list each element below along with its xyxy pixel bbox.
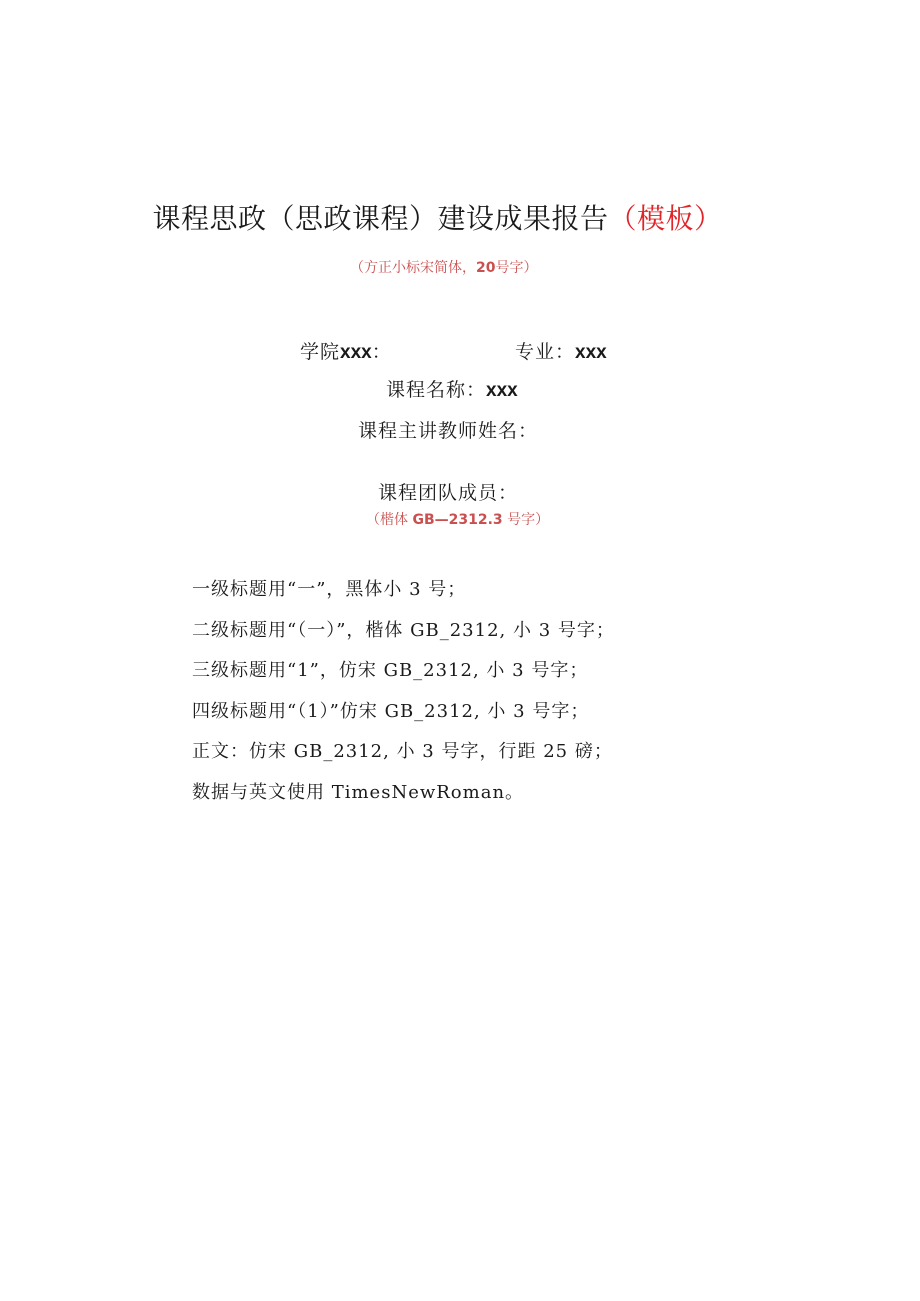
guideline-level4-heading: 四级标题用“（1）”仿宋 GB_2312, 小 3 号字；: [192, 700, 590, 722]
teacher-field: [358, 416, 538, 443]
teacher-label: 课程主讲教师姓名：: [358, 420, 539, 442]
course-name-value: xxx: [486, 380, 518, 401]
guideline-level3-heading: 三级标题用“1”，仿宋 GB_2312, 小 3 号字；: [192, 660, 589, 681]
major-label: 专业：: [515, 341, 576, 363]
college-value: xxx: [340, 342, 372, 363]
guideline-data-font: 数据与英文使用 TimesNewRoman。: [192, 781, 525, 803]
title-font-note: （方正小标宋简体，20号字）: [350, 260, 538, 276]
report-title: [0, 197, 875, 237]
college-field: 学院xxx：: [300, 341, 392, 363]
team-members-field: [378, 478, 518, 505]
format-guidelines: [192, 575, 615, 818]
template-tag: （模板）: [608, 202, 723, 235]
college-label: 学院: [300, 341, 341, 363]
team-members-label: 课程团队成员：: [378, 482, 519, 504]
course-name-field: [386, 375, 518, 402]
guideline-body-text: 正文：仿宋 GB_2312, 小 3 号字，行距 25 磅；: [192, 741, 613, 762]
report-title-main: 课程思政（思政课程）建设成果报告: [152, 202, 609, 235]
major-value: xxx: [575, 342, 607, 363]
team-font-note: （楷体 GB—2312.3 号字）: [366, 512, 550, 528]
guideline-level1-heading: 一级标题用“一”，黑体小 3 号；: [192, 579, 467, 600]
guideline-level2-heading: 二级标题用“（一）”，楷体 GB_2312, 小 3 号字；: [192, 619, 615, 641]
major-field: [515, 337, 607, 364]
course-name-label: 课程名称：: [386, 379, 487, 401]
